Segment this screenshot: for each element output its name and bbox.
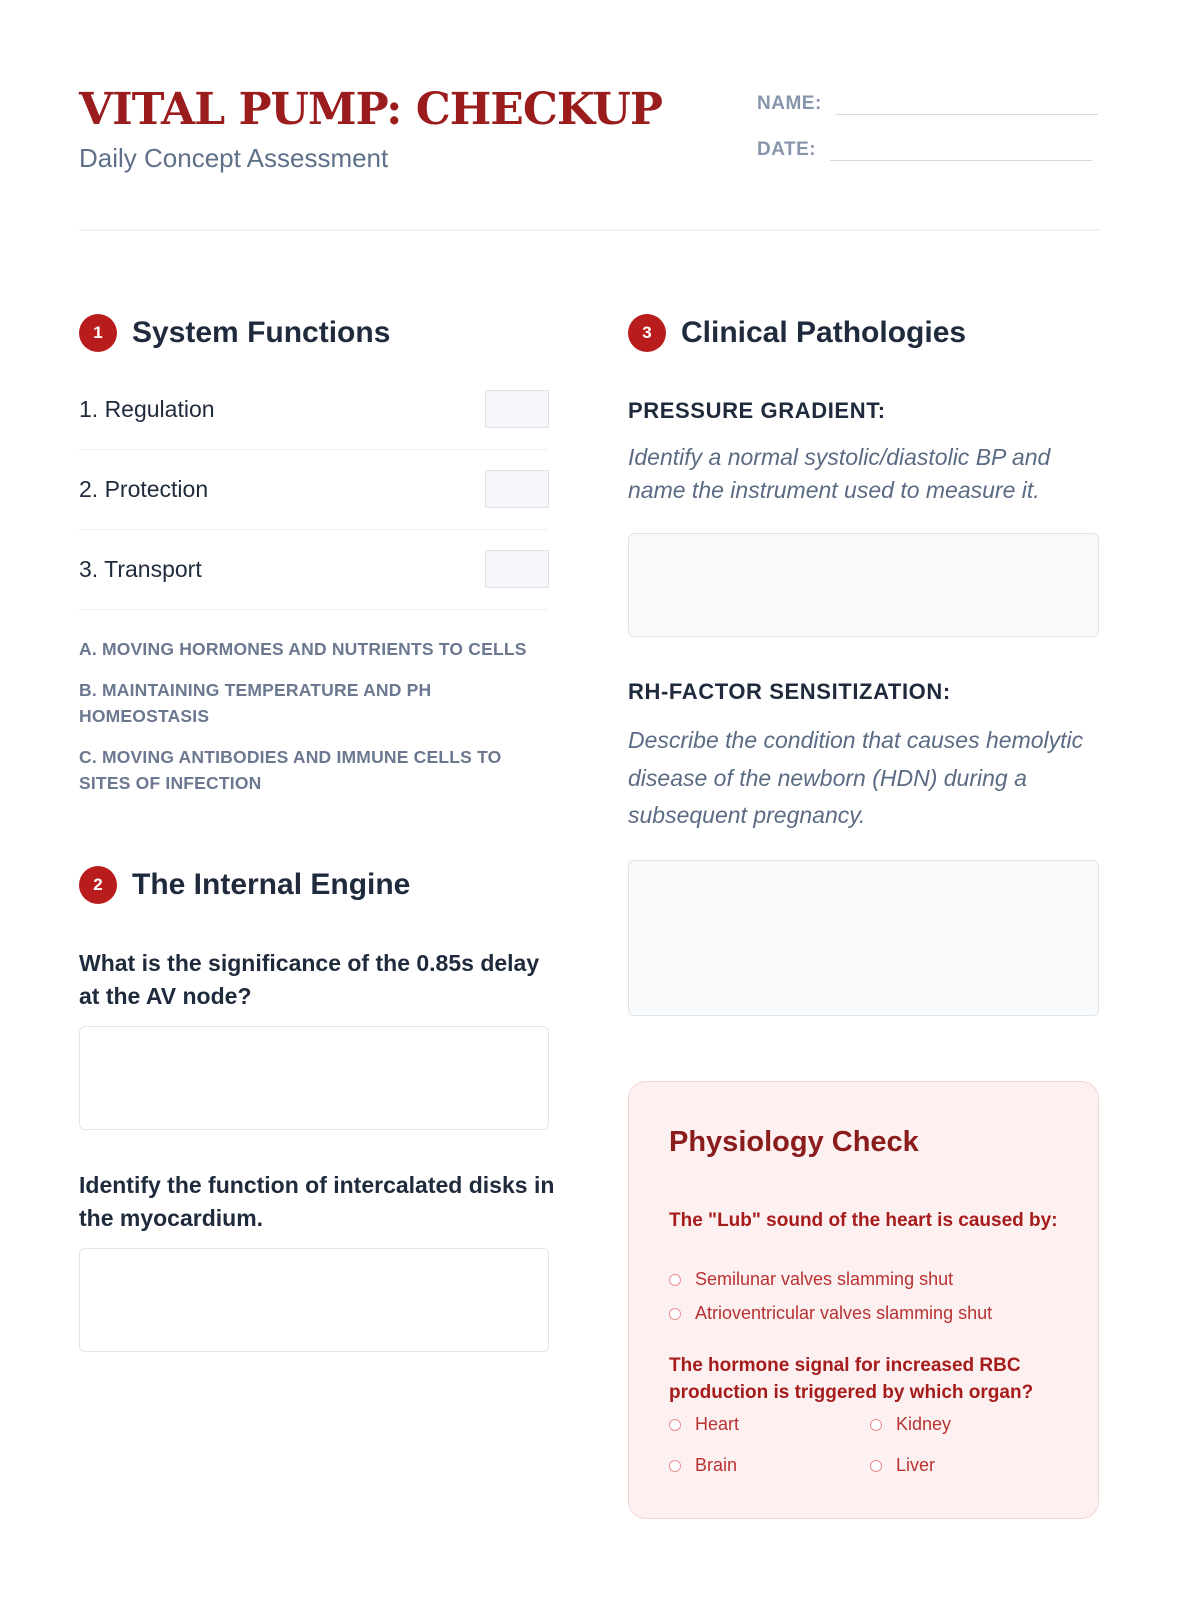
option-label: Brain bbox=[695, 1455, 738, 1475]
section-2-header bbox=[79, 866, 410, 904]
date-field-row bbox=[757, 139, 1092, 161]
section-number-badge: 1 bbox=[79, 314, 117, 352]
section-number-badge: 2 bbox=[79, 866, 117, 904]
options-list bbox=[79, 636, 549, 811]
rh-factor-description: Describe the condition that causes hemolytic disease of the newborn (HDN) during a subsequent pregnancy. bbox=[628, 727, 1084, 828]
radio-circle-icon[interactable] bbox=[870, 1419, 882, 1431]
header-divider bbox=[79, 229, 1099, 231]
option-semilunar[interactable] bbox=[669, 1269, 953, 1290]
option-brain[interactable] bbox=[669, 1455, 737, 1476]
answer-box-regulation[interactable] bbox=[485, 390, 549, 428]
date-field[interactable] bbox=[830, 140, 1092, 161]
section-1-header bbox=[79, 314, 390, 352]
section-3-header bbox=[628, 314, 966, 352]
section-title: System Functions bbox=[132, 316, 391, 349]
match-label: 1. Regulation bbox=[79, 395, 215, 422]
answer-box-pressure-gradient[interactable] bbox=[628, 533, 1099, 637]
option-label: Liver bbox=[896, 1455, 936, 1475]
match-label: 3. Transport bbox=[79, 555, 202, 582]
rh-factor-heading: RH-FACTOR SENSITIZATION: bbox=[628, 679, 951, 704]
physiology-check-panel bbox=[628, 1081, 1099, 1519]
match-label: 2. Protection bbox=[79, 475, 209, 502]
name-field[interactable] bbox=[836, 94, 1098, 115]
match-row-transport bbox=[79, 529, 549, 610]
date-label: DATE: bbox=[757, 139, 817, 160]
option-label: Kidney bbox=[896, 1414, 952, 1434]
radio-circle-icon[interactable] bbox=[669, 1308, 681, 1320]
name-label: NAME: bbox=[757, 93, 822, 114]
option-label: Semilunar valves slamming shut bbox=[695, 1269, 954, 1289]
option-label: Heart bbox=[695, 1414, 740, 1434]
question-av-node: What is the significance of the 0.85s delay at the AV node? bbox=[79, 950, 540, 1009]
physiology-check-title: Physiology Check bbox=[669, 1126, 919, 1158]
question-intercalated-disks: Identify the function of intercalated disks in the myocardium. bbox=[79, 1172, 555, 1231]
answer-box-protection[interactable] bbox=[485, 470, 549, 508]
radio-circle-icon[interactable] bbox=[669, 1419, 681, 1431]
section-title: The Internal Engine bbox=[132, 868, 411, 901]
radio-circle-icon[interactable] bbox=[669, 1274, 681, 1286]
page-title: VITAL PUMP: CHECKUP bbox=[79, 84, 662, 135]
question-rbc-hormone: The hormone signal for increased RBC production is triggered by which organ? bbox=[669, 1355, 1034, 1403]
option-b: B. MAINTAINING TEMPERATURE AND PH HOMEOSTASIS bbox=[79, 680, 432, 726]
question-lub-sound: The "Lub" sound of the heart is caused by: bbox=[669, 1210, 1058, 1231]
answer-box-rh-factor[interactable] bbox=[628, 860, 1099, 1016]
answer-box-intercalated-disks[interactable] bbox=[79, 1248, 549, 1352]
match-row-regulation bbox=[79, 369, 549, 450]
option-a: A. MOVING HORMONES AND NUTRIENTS TO CELLS bbox=[79, 639, 527, 659]
answer-box-transport[interactable] bbox=[485, 550, 549, 588]
name-field-row bbox=[757, 93, 1098, 115]
worksheet-page bbox=[79, 0, 1099, 1600]
option-kidney[interactable] bbox=[870, 1414, 951, 1435]
pressure-gradient-heading: PRESSURE GRADIENT: bbox=[628, 398, 886, 423]
radio-circle-icon[interactable] bbox=[669, 1460, 681, 1472]
option-c: C. MOVING ANTIBODIES AND IMMUNE CELLS TO SITES OF INFECTION bbox=[79, 747, 502, 793]
radio-circle-icon[interactable] bbox=[870, 1460, 882, 1472]
option-heart[interactable] bbox=[669, 1414, 739, 1435]
page-subtitle: Daily Concept Assessment bbox=[79, 143, 389, 173]
answer-box-av-node[interactable] bbox=[79, 1026, 549, 1130]
pressure-gradient-description: Identify a normal systolic/diastolic BP and name the instrument used to measure it. bbox=[628, 444, 1051, 503]
option-atrioventricular[interactable] bbox=[669, 1303, 992, 1324]
section-title: Clinical Pathologies bbox=[681, 316, 967, 349]
section-number-badge: 3 bbox=[628, 314, 666, 352]
match-row-protection bbox=[79, 449, 549, 530]
option-label: Atrioventricular valves slamming shut bbox=[695, 1303, 993, 1323]
option-liver[interactable] bbox=[870, 1455, 935, 1476]
